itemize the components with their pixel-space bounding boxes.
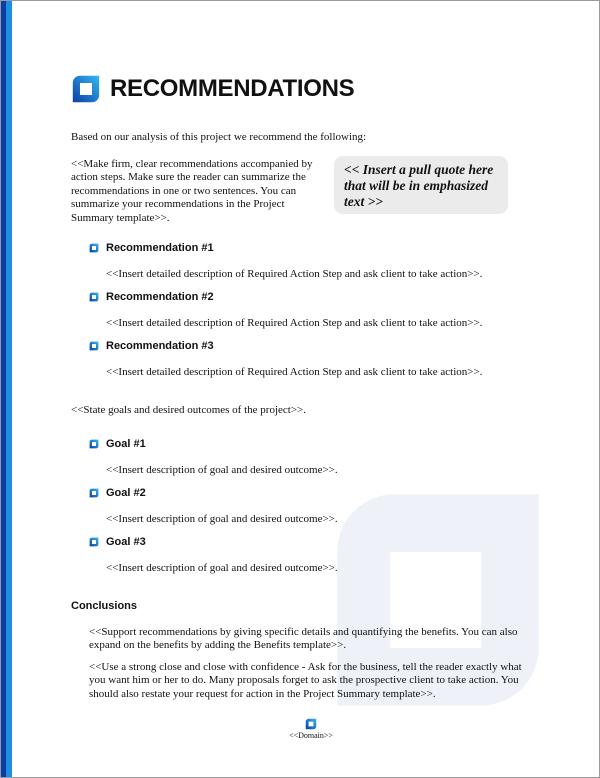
goal-label: Goal #3 [106, 536, 146, 548]
square-bullet-icon [89, 292, 99, 302]
goal-heading-1 [89, 438, 146, 450]
goal-description: <<Insert description of goal and desired outcome>>. [106, 464, 338, 476]
footer-logo-icon [305, 718, 317, 730]
square-bullet-icon [89, 488, 99, 498]
square-bullet-icon [89, 537, 99, 547]
square-logo-icon [71, 74, 101, 104]
goal-heading-2 [89, 487, 146, 499]
recommendation-heading-1 [89, 242, 214, 254]
goal-description: <<Insert description of goal and desired outcome>>. [106, 562, 338, 574]
recommendation-label: Recommendation #1 [106, 242, 214, 254]
recommendation-description: <<Insert detailed description of Required Action Step and ask client to take action>>. [106, 268, 483, 280]
square-bullet-icon [89, 341, 99, 351]
page-header [71, 74, 354, 104]
goal-label: Goal #1 [106, 438, 146, 450]
pull-quote: << Insert a pull quote here that will be in emphasized text >> [334, 156, 508, 214]
recommendation-description: <<Insert detailed description of Required Action Step and ask client to take action>>. [106, 317, 483, 329]
square-bullet-icon [89, 439, 99, 449]
recommendation-heading-3 [89, 340, 214, 352]
recommendation-description: <<Insert detailed description of Required Action Step and ask client to take action>>. [106, 366, 483, 378]
footer-domain: <<Domain>> [289, 731, 333, 740]
square-bullet-icon [89, 243, 99, 253]
recommendation-label: Recommendation #2 [106, 291, 214, 303]
recommendation-heading-2 [89, 291, 214, 303]
side-accent-bar-light [6, 1, 12, 777]
lead-paragraph: <<Make firm, clear recommendations accompanied by action steps. Make sure the reader can summarize the recommendations in one or two sentences. You can summarize your recommendations in the Project Summary template>>. [71, 158, 313, 224]
recommendation-label: Recommendation #3 [106, 340, 214, 352]
conclusions-heading: Conclusions [71, 600, 138, 612]
conclusions-paragraph: <<Use a strong close and close with confidence - Ask for the business, tell the reader exactly what you want him or her to do. Many proposals forget to ask the prospective client to take action. You should also restate your request for action in the Project Summary template>>. [89, 661, 522, 700]
goal-heading-3 [89, 536, 146, 548]
intro-text: Based on our analysis of this project we recommend the following: [71, 131, 367, 143]
goal-label: Goal #2 [106, 487, 146, 499]
goals-intro: <<State goals and desired outcomes of the project>>. [71, 404, 306, 416]
conclusions-paragraph: <<Support recommendations by giving specific details and quantifying the benefits. You can also expand on the benefits by adding the Benefits template>>. [89, 626, 518, 652]
page-title: RECOMMENDATIONS [110, 75, 355, 102]
goal-description: <<Insert description of goal and desired outcome>>. [106, 513, 338, 525]
